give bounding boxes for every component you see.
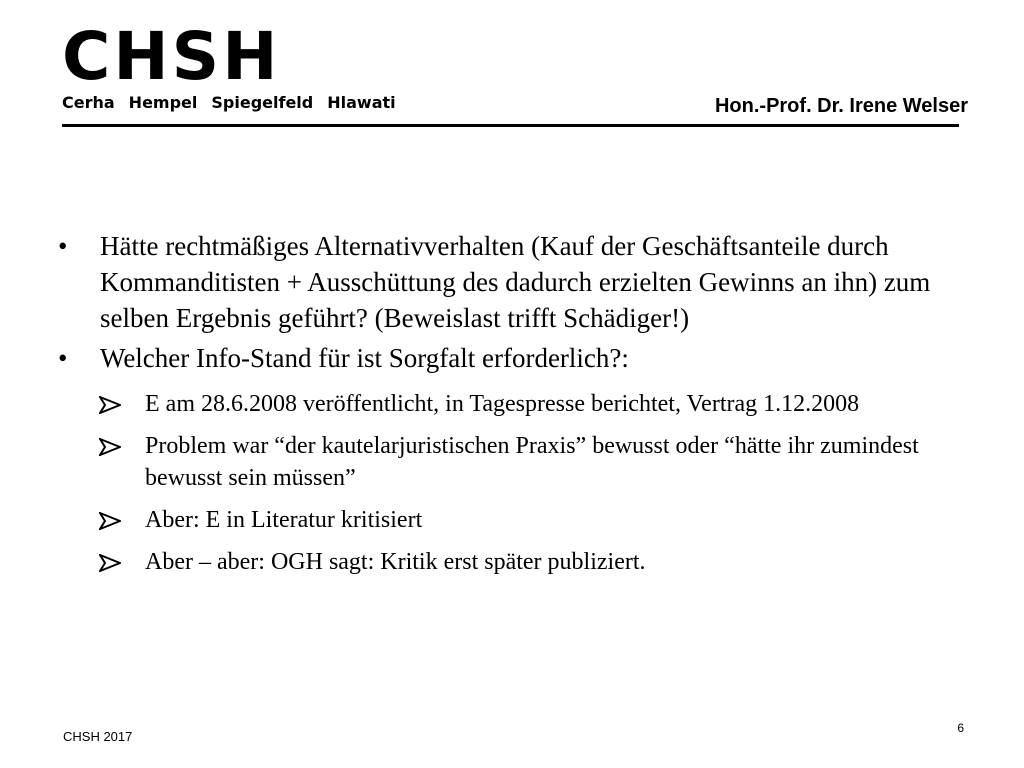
bullet-dot: • (58, 231, 68, 261)
sub-bullet-item (99, 504, 956, 536)
page-number: 6 (957, 721, 964, 735)
sub-bullet-text: E am 28.6.2008 veröffentlicht, in Tagespresse berichtet, Vertrag 1.12.2008 (145, 391, 860, 417)
bullet-item (56, 340, 956, 376)
bullet-text: Hätte rechtmäßiges Alternativverhalten (Kauf der Geschäftsanteile durch Kommanditisten + Ausschüttung des dadurch erzielten Gewinns an ihn) zum selben Ergebnis geführt? (Beweislast trifft Schädiger!) (100, 231, 931, 333)
logo-mark: CHSH (62, 18, 281, 95)
logo-partner-name: Hlawati (327, 93, 396, 112)
header-divider (62, 124, 959, 127)
sub-bullet-text: Aber – aber: OGH sagt: Kritik erst später publiziert. (145, 549, 646, 575)
logo-partner-name: Cerha (62, 93, 115, 112)
arrowhead-icon (99, 388, 145, 414)
logo-partner-name: Hempel (128, 93, 198, 112)
bullet-text: Welcher Info-Stand für ist Sorgfalt erforderlich?: (100, 343, 629, 373)
footer-copyright: CHSH 2017 (63, 729, 133, 744)
bullet-dot: • (58, 343, 68, 373)
logo-partner-name: Spiegelfeld (211, 93, 314, 112)
bullet-item (56, 228, 956, 336)
arrowhead-icon (99, 430, 145, 456)
sub-bullet-text: Problem war “der kautelarjuristischen Praxis” bewusst oder “hätte ihr zumindest bewusst sein müssen” (145, 433, 919, 491)
arrowhead-icon (99, 546, 145, 572)
sub-bullet-item (99, 388, 956, 420)
slide-body (56, 228, 956, 588)
sub-bullet-item (99, 430, 956, 494)
author-name: Hon.-Prof. Dr. Irene Welser (714, 95, 968, 117)
sub-bullet-item (99, 546, 956, 578)
sub-bullet-text: Aber: E in Literatur kritisiert (145, 507, 423, 533)
arrowhead-icon (99, 504, 145, 530)
chsh-logo (62, 18, 396, 113)
logo-partner-names (62, 93, 396, 113)
